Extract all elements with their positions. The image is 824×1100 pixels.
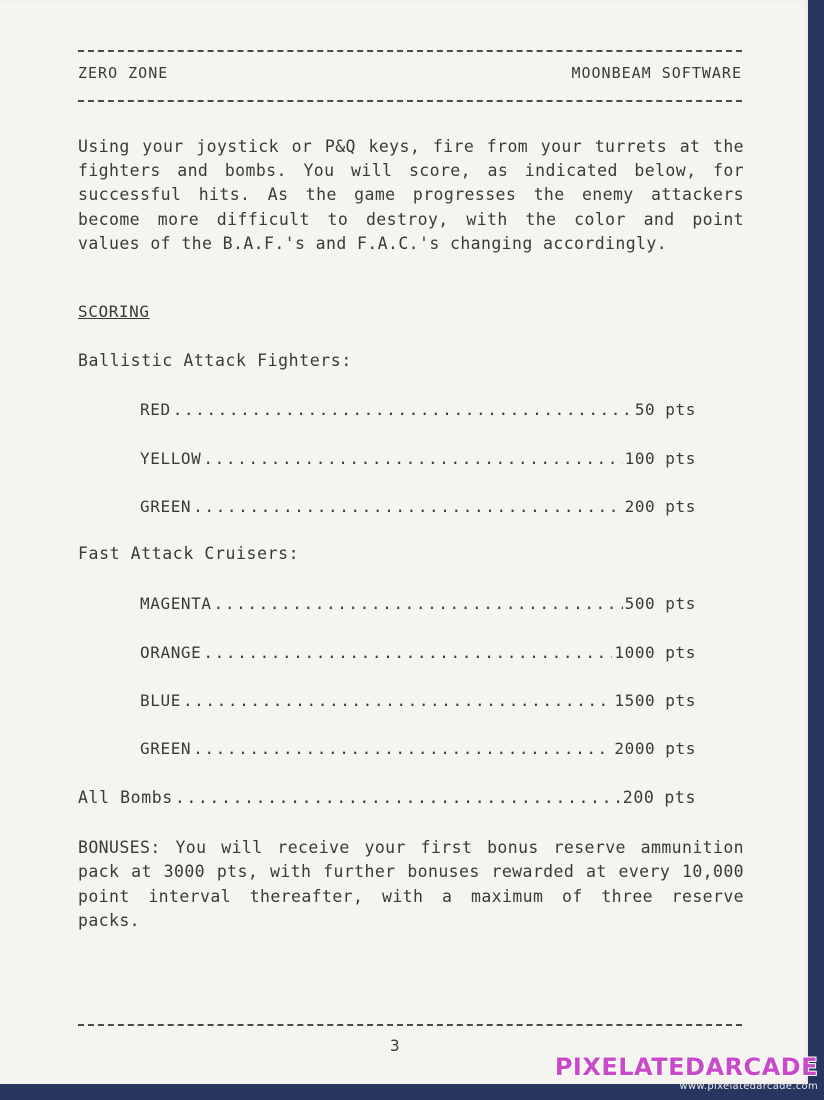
score-value: 500 xyxy=(624,594,656,613)
score-row xyxy=(140,449,696,468)
score-row xyxy=(140,739,696,758)
baf-heading: Ballistic Attack Fighters: xyxy=(78,351,352,370)
score-unit: pts xyxy=(665,739,696,758)
score-label: MAGENTA xyxy=(140,594,212,613)
watermark-url: www.pixelatedarcade.com xyxy=(679,1081,818,1092)
footer-rule xyxy=(78,1024,742,1026)
score-row xyxy=(140,643,696,662)
score-value: 1500 xyxy=(614,691,656,710)
leader-dots xyxy=(193,739,612,758)
bombs-value: 200 xyxy=(622,788,655,807)
score-unit: pts xyxy=(665,594,696,613)
score-row xyxy=(140,691,696,710)
leader-dots xyxy=(203,449,622,468)
score-unit: pts xyxy=(665,497,696,516)
score-value: 100 xyxy=(624,449,656,468)
score-label: RED xyxy=(140,400,171,419)
header-publisher: MOONBEAM SOFTWARE xyxy=(571,64,742,82)
score-value: 200 xyxy=(624,497,656,516)
score-unit: pts xyxy=(665,449,696,468)
score-value: 2000 xyxy=(614,739,656,758)
score-unit: pts xyxy=(665,643,696,662)
score-row xyxy=(140,594,696,613)
bombs-label: All Bombs xyxy=(78,788,173,807)
score-unit: pts xyxy=(665,691,696,710)
leader-dots xyxy=(173,400,633,419)
leader-dots xyxy=(183,691,612,710)
score-label: ORANGE xyxy=(140,643,202,662)
bombs-row xyxy=(78,788,696,807)
leader-dots xyxy=(193,497,622,516)
scoring-heading: SCORING xyxy=(78,302,150,321)
header-rule-top xyxy=(78,50,742,52)
leader-dots xyxy=(175,788,621,807)
header-title: ZERO ZONE xyxy=(78,64,169,82)
score-row xyxy=(140,400,696,419)
score-unit: pts xyxy=(665,400,696,419)
score-value: 1000 xyxy=(614,643,656,662)
bombs-unit: pts xyxy=(664,788,696,807)
score-label: BLUE xyxy=(140,691,181,710)
score-label: GREEN xyxy=(140,497,192,516)
score-label: YELLOW xyxy=(140,449,202,468)
score-label: GREEN xyxy=(140,739,192,758)
page-number: 3 xyxy=(390,1036,400,1055)
watermark xyxy=(555,1053,818,1092)
header-rule-bottom xyxy=(78,100,742,102)
fac-heading: Fast Attack Cruisers: xyxy=(78,544,300,563)
leader-dots xyxy=(214,594,623,613)
bonuses-paragraph: BONUSES: You will receive your first bonus reserve ammunition pack at 3000 pts, with further bonuses rewarded at every 10,000 point interval thereafter, with a maximum of three reserve packs. xyxy=(78,838,744,931)
score-value: 50 xyxy=(634,400,656,419)
intro-paragraph: Using your joystick or P&Q keys, fire from your turrets at the fighters and bombs. You will score, as indicated below, for successful hits. As the game progresses the enemy attackers become more difficult to destroy, with the color and point values of the B.A.F.'s and F.A.C.'s changing accordingly. xyxy=(78,137,744,253)
leader-dots xyxy=(203,643,612,662)
score-row xyxy=(140,497,696,516)
watermark-brand: PIXELATEDARCADE xyxy=(554,1053,818,1081)
